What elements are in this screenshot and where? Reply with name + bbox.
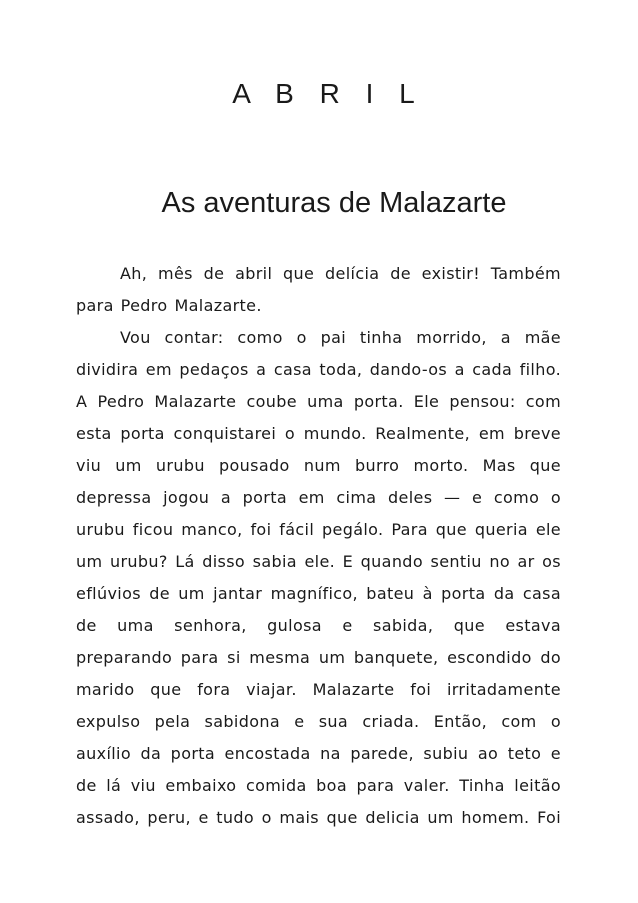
paragraph-1: Ah, mês de abril que delícia de existir! Também para Pedro Malazarte. (76, 264, 561, 315)
month-heading: A B R I L (232, 78, 424, 109)
paragraph-2: Vou contar: como o pai tinha morrido, a mãe dividira em pedaços a casa toda, dando-os a cada filho. A Pedro Malazarte coube uma porta. Ele pensou: com esta porta conquistarei o mundo. Realmente, em breve viu um urubu pousado num burro morto. Mas que depressa jogou a porta em cima deles — e como o urubu ficou manco, foi fácil pegálo. Para que queria ele um urubu? Lá disso sabia ele. E quando sentiu no ar os eflúvios de um jantar magnífico, bateu à porta da casa de uma senhora, gulosa e sabida, que estava preparando para si mesma um banquete, escondido do marido que fora viajar. Malazarte foi irritadamente expulso pela sabidona e sua criada. Então, com o auxílio da porta encostada na parede, subiu ao teto e de lá viu embaixo comida boa para valer. Tinha leitão assado, peru, e tudo o mais que delicia um homem. Foi (76, 328, 561, 827)
body-text (76, 258, 561, 834)
chapter-title: As aventuras de Malazarte (161, 187, 507, 219)
